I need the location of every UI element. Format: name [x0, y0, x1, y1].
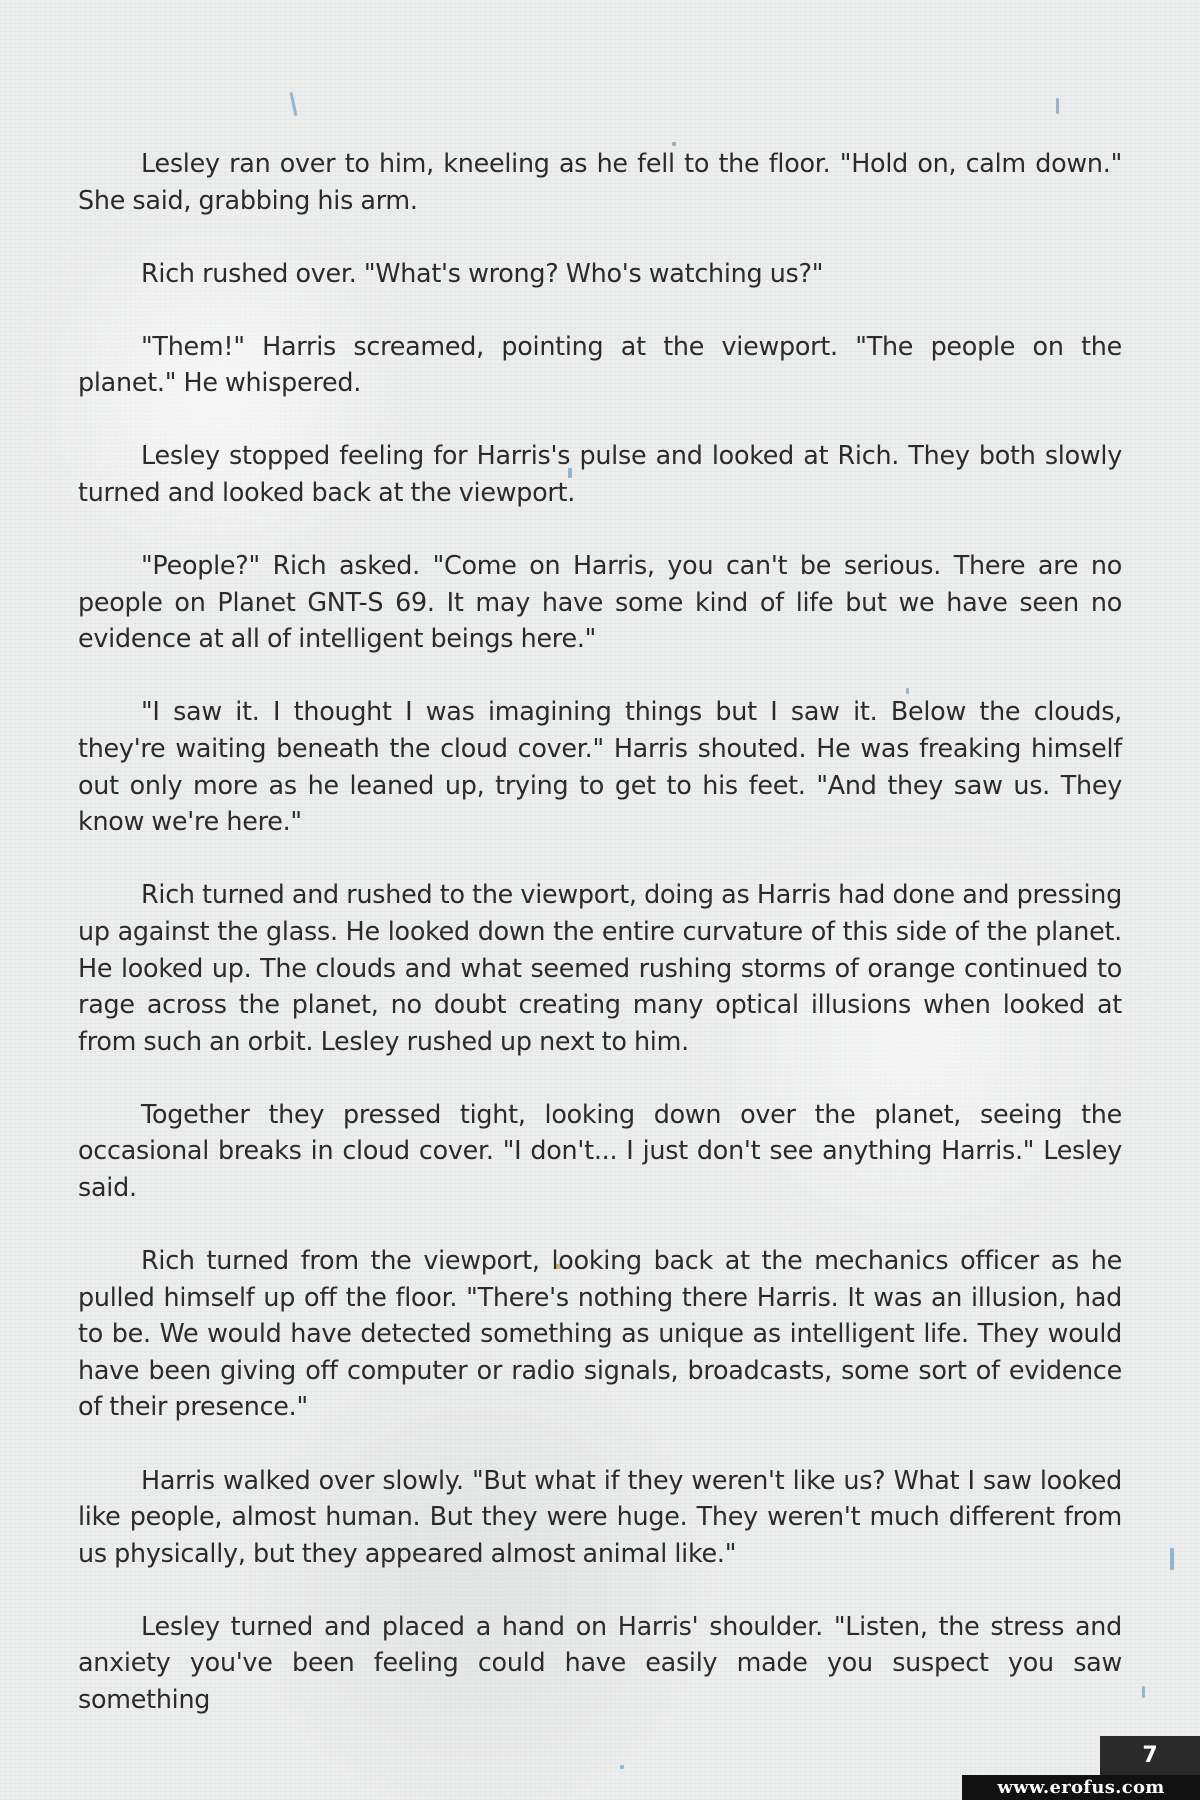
page-number: 7: [1100, 1736, 1200, 1776]
paragraph: Lesley ran over to him, kneeling as he fell to the floor. "Hold on, calm down." She said, grabbing his arm.: [78, 148, 1122, 215]
paint-speck: [1170, 1548, 1174, 1570]
paint-speck: [290, 92, 298, 116]
paragraph: Rich rushed over. "What's wrong? Who's watching us?": [141, 257, 824, 288]
paragraph: "I saw it. I thought I was imagining things but I saw it. Below the clouds, they're waiting beneath the cloud cover." Harris shouted. He was freaking himself out only more as he leaned up, trying to get to his feet. "And they saw us. They know we're here.": [78, 696, 1122, 837]
paragraph: "People?" Rich asked. "Come on Harris, you can't be serious. There are no people on Planet GNT-S 69. It may have some kind of life but we have seen no evidence at all of intelligent beings here.": [78, 550, 1122, 654]
paint-speck: [620, 1765, 624, 1769]
watermark: www.erofus.com: [962, 1775, 1200, 1800]
paragraph: Lesley turned and placed a hand on Harris' shoulder. "Listen, the stress and anxiety you've been feeling could have easily made you suspect you saw something: [78, 1610, 1122, 1714]
paragraph: Lesley stopped feeling for Harris's pulse and looked at Rich. They both slowly turned and looked back at the viewport.: [78, 440, 1122, 508]
paragraph: Rich turned and rushed to the viewport, doing as Harris had done and pressing up against the glass. He looked down the entire curvature of this side of the planet. He looked up. The clouds and what seemed rushing storms of orange continued to rage across the planet, no doubt creating many optical illusions when looked at from such an orbit. Lesley rushed up next to him.: [78, 879, 1122, 1056]
paint-speck: [1056, 98, 1059, 114]
paragraph: Together they pressed tight, looking down over the planet, seeing the occasional breaks in cloud cover. "I don't... I just don't see anything Harris." Lesley said.: [78, 1098, 1122, 1202]
story-text: [78, 145, 1122, 1754]
paragraph: Rich turned from the viewport, looking back at the mechanics officer as he pulled himself up off the floor. "There's nothing there Harris. It was an illusion, had to be. We would have detected something as unique as intelligent life. They would have been giving off computer or radio signals, broadcasts, some sort of evidence of their presence.": [78, 1245, 1122, 1422]
paint-speck: [1142, 1686, 1145, 1698]
paragraph: "Them!" Harris screamed, pointing at the viewport. "The people on the planet." He whispered.: [78, 330, 1122, 398]
paragraph: Harris walked over slowly. "But what if they weren't like us? What I saw looked like people, almost human. But they were huge. They weren't much different from us physically, but they appeared almost animal like.": [78, 1464, 1122, 1568]
